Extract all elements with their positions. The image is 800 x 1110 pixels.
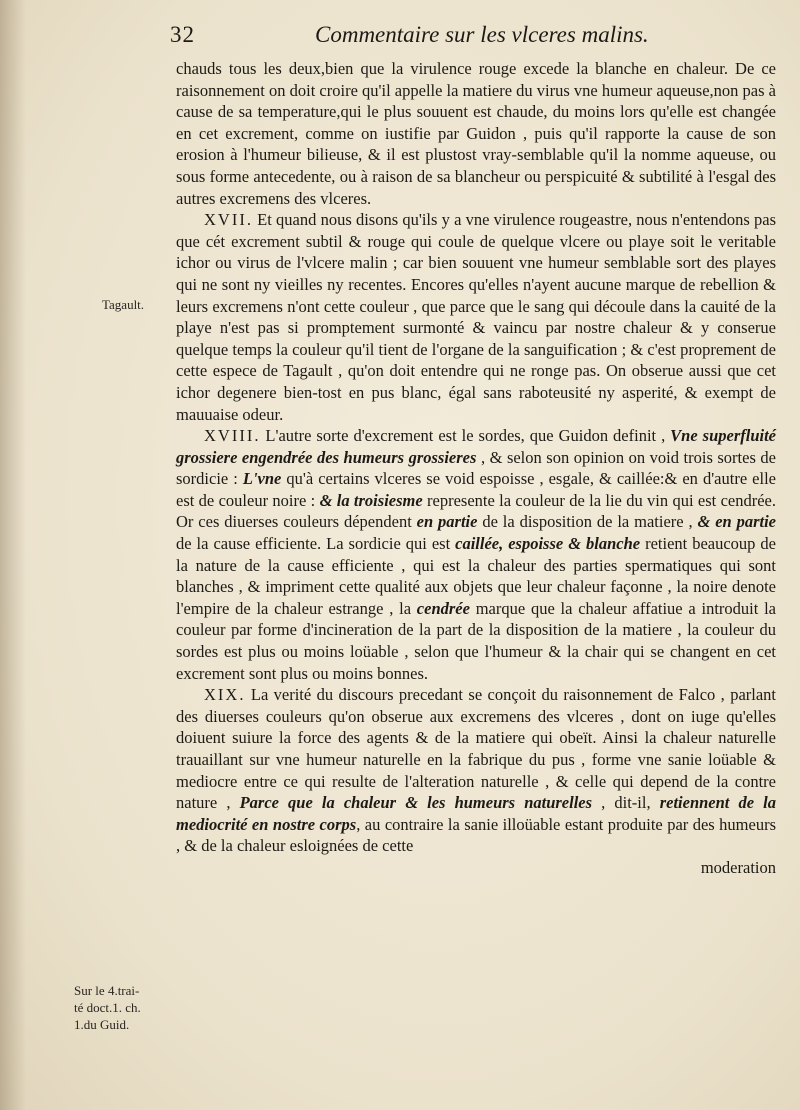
margin-note-tagault: Tagault. [102, 297, 145, 312]
section-text: qu'à certains vlceres se void espoisse , esgale, & caillée:& en d'autre elle est de couleur noire : [176, 469, 776, 510]
margin-note-ref-line: Sur le 4.trai- [74, 983, 140, 998]
page-number: 32 [170, 22, 195, 47]
italic-quote: Parce que la chaleur & les humeurs naturelles [239, 793, 593, 813]
section-xviii [176, 425, 776, 684]
section-text: , au contraire la sanie illoüable estant produite par des humeurs , & de la chaleur esloignées de cette [176, 814, 777, 856]
section-text: de la disposition de la matiere , [477, 512, 698, 532]
section-text: de la cause efficiente. La sordicie qui est [176, 534, 456, 554]
margin-note-reference [74, 982, 164, 1033]
section-text: Et quand nous disons qu'ils y a vne virulence rougeastre, nous n'entendons pas que cét excrement subtil & rouge qui coule de quelque vlcere ou playe soit le veritable ichor ou virus de l'vlcere malin ; car bien souuent vne humeur semblable sort des playes qui ne sont ny vieilles ny recentes. Encores qu'elles n'ayent aucune marque de rebellion & leurs excremens n'ont cette couleur , que parce que le sang qui découle dans la cauité de la playe n'est pas si promptement surmonté & vaincu par nostre chaleur & y conserue quelque temps la couleur qu'il tient de l'organe de la sanguification ; & c'est proprement de cette espece de Tagault , qu'on doit entendre qui ne ronge pas. On obserue aussi que cet ichor degenere bien-tost en pus blanc, égal sans raboteusité ny asperité, & exempt de mauuaise odeur. [176, 210, 777, 424]
italic-quote: & en partie [697, 512, 776, 532]
italic-quote: caillée, espoisse & blanche [455, 534, 641, 554]
section-number: XVIII. [204, 426, 261, 446]
section-text: retient beaucoup de la nature de la cause efficiente , qui est la chaleur des parties spermatiques qui sont blanches , & impriment cette qualité aux objets que leur chaleur façonne , la noire denote l'empire de la chaleur estrange , la [176, 534, 776, 618]
italic-quote: retiennent de la mediocrité en nostre corps [176, 793, 776, 834]
section-text: L'autre sorte d'excrement est le sordes, que Guidon definit , [265, 426, 671, 446]
gutter-shadow [0, 0, 26, 1110]
section-text: La verité du discours precedant se conçoit du raisonnement de Falco , parlant des diuerses couleurs qu'on obserue aux excremens des vlceres , dont on iuge qu'elles doiuent suiure la force des agents & de la matiere qui obeït. Ainsi la chaleur naturelle trauaillant sur vne humeur naturelle en la fabrique du pus , forme vne sanie loüable & mediocre entre ce qui resulte de l'alteration naturelle , & celle qui depend de la contre nature , [176, 685, 777, 813]
italic-quote: L'vne [242, 469, 282, 489]
margin-note-ref-line: 1.du Guid. [74, 1017, 130, 1032]
paragraph-continuation: chauds tous les deux,bien que la virulence rouge excede la blanche en chaleur. De ce raisonnement on doit croire qu'il appelle la matiere du virus vne humeur aqueuse,non pas à cause de sa temperature,qui le plus souuent est chaude, du moins lors qu'elle est changée en cet excrement, comme on iustifie par Guidon , puis qu'il rapporte la cause de son erosion à l'humeur bilieuse, & il est plustost vray-semblable qu'il la nomme aqueuse, ou sous forme antecedente, ou à raison de sa blancheur ou perspicuité & subtilité à l'esgal des autres excremens des vlceres. [176, 59, 776, 208]
italic-quote: en partie [416, 512, 478, 532]
section-text: marque que la chaleur affatiue a introduit la couleur par forme d'incineration de la part de la disposition de la matiere , la couleur du sordes est plus ou moins loüable , selon que l'humeur & la chair qui se changent en cet excrement sont plus ou moins bonnes. [176, 598, 777, 683]
italic-quote: cendrée [416, 598, 470, 618]
section-number: XIX. [204, 685, 246, 705]
running-title: Commentaire sur les vlceres malins. [315, 22, 649, 47]
section-xvii [176, 209, 776, 425]
section-text: , dit-il, [592, 793, 660, 813]
body-text [176, 58, 776, 879]
italic-quote: & la troisiesme [319, 490, 423, 510]
section-text: represente la couleur de la lie du vin qui est cendrée. Or ces diuerses couleurs dépendent [176, 490, 776, 532]
page-header [170, 22, 650, 52]
margin-note-ref-line: té doct.1. ch. [74, 1000, 141, 1015]
section-number: XVII. [204, 210, 253, 230]
catchword: moderation [700, 857, 776, 877]
section-xix [176, 684, 776, 857]
italic-quote: Vne superfluité grossiere engendrée des humeurs grossieres [176, 426, 776, 467]
section-text: , & selon son opinion on void trois sortes de sordicie : [176, 447, 776, 489]
